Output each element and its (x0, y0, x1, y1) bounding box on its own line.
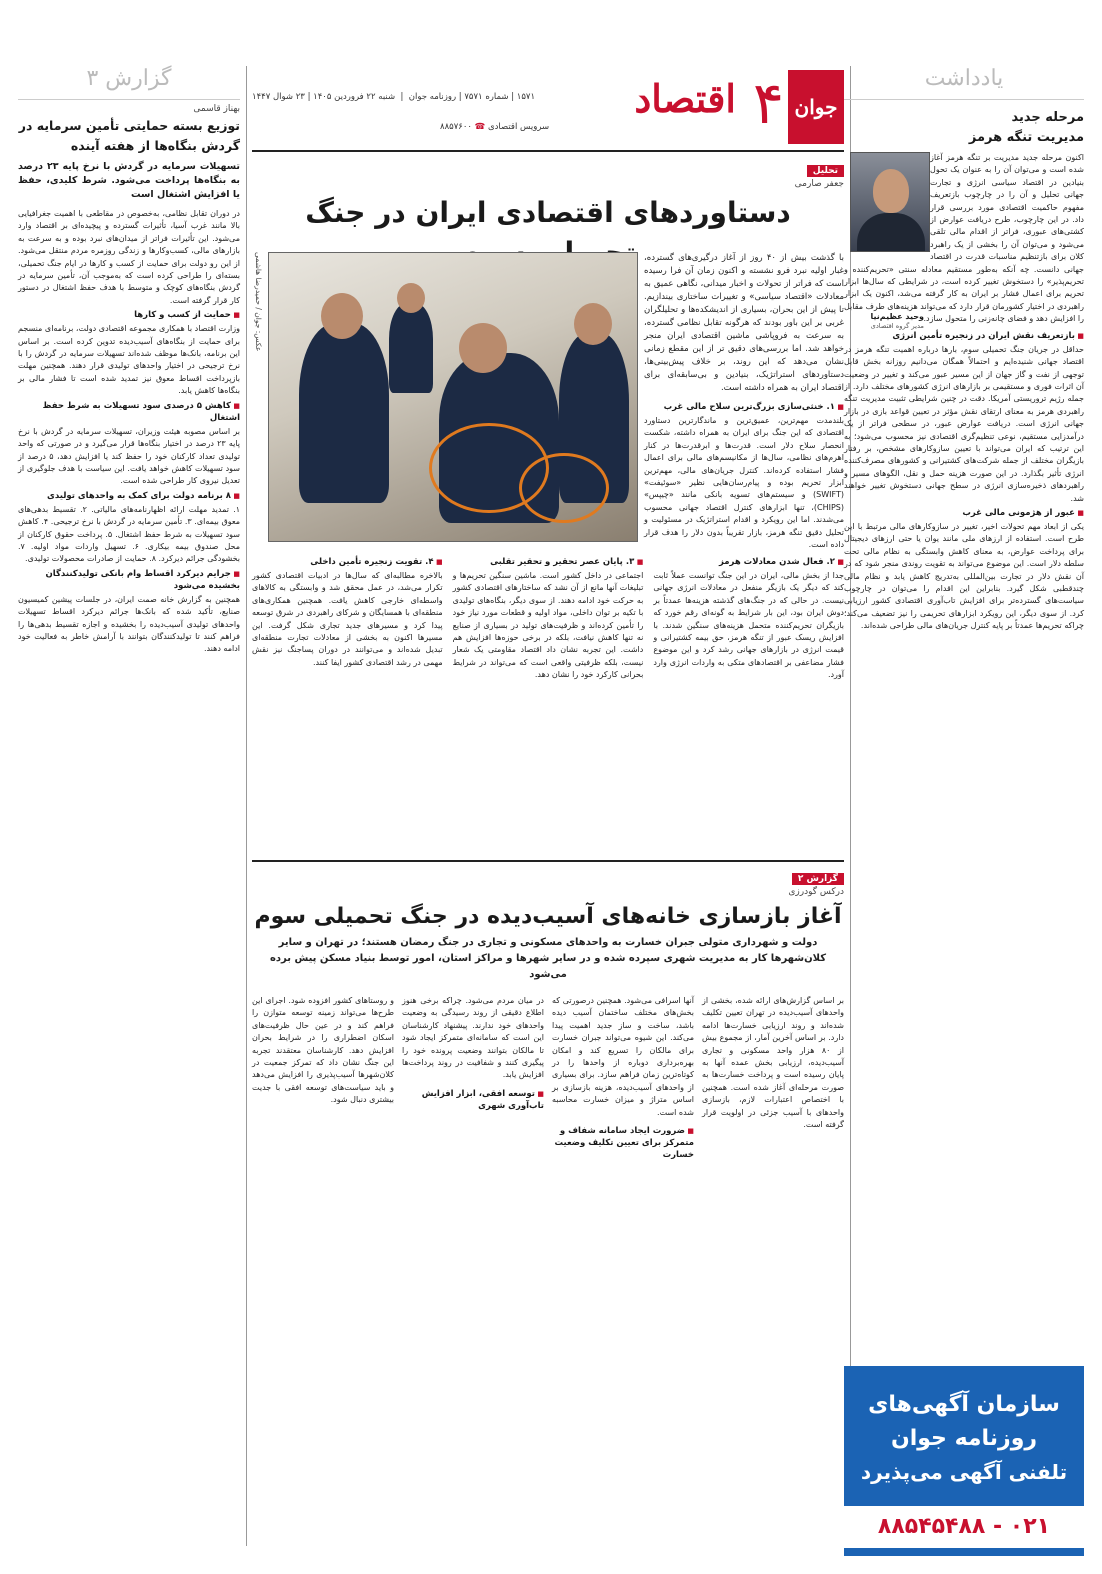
editorial-title-line1: مرحله جدید (1011, 110, 1084, 125)
service-label: سرویس اقتصادی (487, 122, 550, 132)
service-phone: ۸۸۵۷۶۰۰ (440, 122, 472, 132)
service-info (440, 122, 549, 132)
report-body-3: بر اساس مصوبه هیئت وزیران، تسهیلات سرمایه در گردش با نرخ پایه ۲۳ درصد در اختیار بنگاه‌ها قرار می‌گیرد و در صورتی که واحد تولیدی تعداد کارکنان خود را حفظ کند یا افزایش دهد، ۵ درصد از سود تسهیلات کاهش خواهد یافت. این سیاست با هدف جلوگیری از تعدیل نیروی کار طراحی شده است. (18, 426, 240, 486)
masthead (252, 66, 844, 152)
editorial-body-1: اکنون مرحله جدید مدیریت بر تنگه هرمز آغاز شده است و می‌توان آن را به عنوان یک تحول بنیادین در اقتصاد سیاسی انرژی و تجارت جهانی تحلیل و آن را در چارچوب بازتعریف مفهوم حاکمیت اقتصادی مورد بررسی قرار داد. در این چارچوب، طرح دریافت عوارض از کشتی‌های عبوری، فراتر از اقدام مالی تلقی می‌شود و می‌توان آن را بخشی از یک راهبرد کلان برای بازتنظیم مناسبات قدرت در اقتصاد جهانی دانست. چه آنکه به‌طور مستقیم معادله سنتی «تحریم‌کننده و تحریم‌پذیر» را دستخوش تغییر کرده است، در شرایطی که سال‌ها ابزار تحریم برای اعمال فشار بر ایران به کار گرفته می‌شد، اکنون یک ابزار راهبردی در اختیار کشورمان قرار دارد که می‌تواند هزینه‌های طرف مقابل را افزایش دهد و فضای چانه‌زنی را متحول سازد. (844, 153, 1084, 324)
column-divider (246, 66, 247, 1546)
report-tag: گزارش ۲ (792, 873, 844, 885)
phone-icon: ☎ (474, 122, 486, 132)
main-intro-text: با گذشت بیش از ۴۰ روز از آغاز درگیری‌های گسترده، غبار اولیه نبرد فرو نشسته و اکنون زمان آن فرا رسیده است که فراتر از تحولات و اخبار میدانی، نگاهی عمیق به معادلات «اقتصاد سیاسی» و تغییرات ساختاری بیندازیم. تا پیش از این بحران، بسیاری از اندیشکده‌ها و تحلیلگران غربی بر این باور بودند که هرگونه تقابل نظامی گسترده، به سرعت به فروپاشی ماشین اقتصادی ایران منجر خواهد شد. اما بررسی‌های دقیق تر از این مقطع زمانی نشان می‌دهد که این روند، بر خلاف پیش‌بینی‌ها، دستاوردهای استراتژیک، بنیادین و بی‌سابقه‌ای برای اقتصاد ایران به همراه داشته است. (644, 253, 844, 393)
ad-line-2: روزنامه جوان (890, 1426, 1038, 1451)
editorial-subhead-2: ■ عبور از هژمونی مالی غرب (844, 507, 1084, 519)
second-subhead-2: ■ توسعه افقی، ابزار افزایش تاب‌آوری شهری (402, 1088, 544, 1112)
page-number: ۴ (752, 69, 784, 137)
report-title: توزیع بسته حمایتی تأمین سرمایه در گردش بنگاه‌ها از هفته آینده (18, 118, 240, 153)
ad-phone[interactable]: ۰۲۱ - ۸۸۵۴۵۴۸۸ (844, 1506, 1084, 1548)
report-subhead-4: ■ جرایم دیرکرد اقساط وام بانکی تولیدکنندگان بخشیده می‌شود (18, 568, 240, 592)
report-body-1: در دوران تقابل نظامی، به‌خصوص در مقاطعی با اهمیت جغرافیایی بالا مانند غرب آسیا، تأثیرات گسترده و پیچیده‌ای بر اقتصاد وارد می‌شود. این تأثیرات فراتر از میدان‌های نبرد بوده و به سرعت به بازارهای مالی، کسب‌وکارها و زندگی روزمره مردم منتقل می‌شود. از این رو دولت برای حمایت از کسب و کارها در ایام جنگ تحمیلی، بسته‌ای را طراحی کرده است که به‌موجب آن، تأمین سرمایه در گردش بنگاه‌های کوچک و متوسط با هدف حفظ اشتغال در دستور کار قرار گرفته است. (18, 209, 240, 305)
main-subhead-1: ■ ۱. خنثی‌سازی بزرگ‌ترین سلاح مالی غرب (644, 401, 844, 413)
main-column (252, 66, 844, 1556)
second-col-2: آنها اسرافی می‌شود. همچنین درصورتی که بخش‌های مختلف ساختمان آسیب دیده باشد، ساخت و ساز جدید اهمیت پیدا می‌کند. این شیوه می‌تواند جبران خسارت برای مالکان را تسریع کند و امکان بهره‌برداری دوباره از واحدها را در کوتاه‌ترین زمان فراهم سازد. برای بسیاری از واحدهای آسیب‌دیده، هزینه بازسازی بر اساس متراژ و میزان خسارت محاسبه شده است. (552, 996, 694, 1117)
main-subhead-2: ■ ۲. فعال شدن معادلات هرمز (653, 556, 844, 568)
report-body-5: همچنین به گزارش خانه صمت ایران، در جلسات پیشین کمیسیون صنایع، تأکید شده که بانک‌ها جرائم دیرکرد اقساط تسهیلات واحدهای تولیدی آسیب‌دیده را بخشیده و اجازه تقسیط بدهی‌ها را فراهم کنند تا تولیدکنندگان بتوانند با آرامش خاطر به فعالیت خود ادامه دهند. (18, 594, 240, 654)
editorial-column (844, 66, 1084, 1556)
main-intro (644, 252, 844, 551)
report-body-4: ۱. تمدید مهلت ارائه اظهارنامه‌های مالیاتی. ۲. تقسیط بدهی‌های معوق بیمه‌ای. ۳. تأمین سرمایه در گردش با نرخ ترجیحی. ۴. کاهش سود تسهیلات به شرط حفظ اشتغال. ۵. پرداخت حقوق کارکنان از محل صندوق بیمه بیکاری. ۶. تسهیل واردات مواد اولیه. ۷. بخشودگی جرائم دیرکرد. ۸. حمایت از صادرات محصولات تولیدی. (18, 504, 241, 564)
second-col-3: در میان مردم می‌شود. چراکه برخی هنوز اطلاع دقیقی از روند رسیدگی به وضعیت واحدهای خود ندارند. پیشنهاد کارشناسان این است که سامانه‌ای متمرکز ایجاد شود تا مالکان بتوانند وضعیت پرونده خود را پیگیری کنند و شفافیت در روند پرداخت‌ها افزایش یابد. (402, 996, 544, 1080)
second-col-1: بر اساس گزارش‌های ارائه شده، بخشی از واحدهای آسیب‌دیده در تهران تعیین تکلیف شده‌اند و روند ارزیابی خسارت‌ها ادامه دارد. بر اساس آخرین آمار، از مجموع بیش از ۸۰ هزار واحد مسکونی و تجاری آسیب‌دیده، ارزیابی بخش عمده آنها به پایان رسیده است و پرداخت خسارت‌ها به صورت مرحله‌ای آغاز شده است. همچنین با اختصاص اعتبارات لازم، بازسازی واحدهای با آسیب جزئی در اولویت قرار گرفته است. (702, 996, 844, 1130)
second-subhead-1: ■ ضرورت ایجاد سامانه شفاف و متمرکز برای تعیین تکلیف وضعیت خسارت (552, 1125, 694, 1161)
author-photo (850, 152, 930, 252)
second-deck: دولت و شهرداری متولی جبران خسارت به واحدهای مسکونی و تجاری در جنگ رمضان هستند؛ در تهران و سایر کلان‌شهرها کار به مدیریت شهری سپرده شده و در سایر شهرها و مراکز استان، امور توسط بنیاد مسکن پیش برده می‌شود (269, 937, 827, 980)
main-photo (268, 252, 638, 542)
second-story (252, 860, 844, 1163)
main-col-3: اجتماعی در داخل کشور است. ماشین سنگین تحریم‌ها و تبلیغات آنها مانع از آن نشد که ساختارهای اقتصادی کشور به حرکت خود ادامه دهند. از سوی دیگر، بنگاه‌های تولیدی با تکیه بر توان داخلی، مواد اولیه و قطعات مورد نیاز خود را تأمین کرده‌اند و ظرفیت‌های تولید در بسیاری از صنایع نه تنها کاهش نیافت، بلکه در برخی حوزه‌ها افزایش هم داشت. این تجربه نشان داد اقتصاد مقاومتی یک شعار نیست، بلکه ظرفیتی واقعی است که می‌تواند در شرایط بحرانی کارکرد خود را نشان دهد. (452, 571, 644, 680)
main-subhead-4: ■ ۴. تقویت زنجیره تأمین داخلی (252, 556, 443, 568)
ad-box[interactable] (844, 1366, 1084, 1556)
main-col-1: بلندمدت مهم‌ترین، عمیق‌ترین و ماندگارترین دستاورد اقتصادی که این جنگ برای ایران به همراه داشته، شکست انحصار سلاح دلار است. قدرت‌ها و ابرقدرت‌ها در کنار اهرم‌های نظامی، سال‌ها از مکانیسم‌های مالی برای اعمال فشار استفاده کرده‌اند. کنترل جریان‌های مالی، مهم‌ترین ابزار تحریم بوده و پیام‌رسان‌هایی نظیر «سوئیفت» (SWIFT) و سیستم‌های تسویه بانکی مانند «چیپس» (CHIPS)، تنها ابزارهای کنترل اقتصاد جهانی محسوب می‌شدند. اما این رویکرد و اقدام استراتژیک در مسئولیت و تحلیل دقیق تنگه هرمز، بازار تقریباً بدون دلار را هدف قرار داده است. (644, 416, 844, 550)
second-col-4: و روستاهای کشور افزوده شود. اجرای این طرح‌ها می‌تواند زمینه توسعه متوازن را فراهم کند و در عین حال ظرفیت‌های اسکان اضطراری را در شرایط بحران افزایش دهد. کارشناسان معتقدند تجربه این جنگ نشان داد که تمرکز جمعیت در کلان‌شهرها آسیب‌پذیری را افزایش می‌دهد و باید سیاست‌های توسعه افقی با جدیت بیشتری دنبال شود. (252, 996, 394, 1105)
main-text-columns (252, 554, 844, 682)
report-author: بهناز قاسمی (193, 104, 240, 114)
report-subhead-1: ■ حمایت از کسب و کارها (18, 309, 240, 321)
photo-credit: عکس: جوان / حمیدرضا هاشمی (254, 252, 263, 352)
main-subhead-3: ■ ۳. پایان عصر تحقیر و تحقیر تقلبی (453, 556, 644, 568)
editorial-title-line2: مدیریت تنگه هرمز (968, 130, 1084, 145)
editorial-body-2: حداقل در جریان جنگ تحمیلی سوم، بارها درباره اهمیت تنگه هرمز در اقتصاد جهانی شنیده‌ایم و احتمالاً همگان می‌دانیم روزانه بخش قابل توجهی از نفت و گاز جهان از این مسیر عبور می‌کند و تغییر در وضعیت آن اثرات فوری و مستقیمی بر بازارهای انرژی کشورهای مختلف دارد. از جمله رژیم تروریستی آمریکا. دقت در چنین شرایطی تثبیت مدیریت تنگه راهبردی هرمز به معنای ارتقای نقش مؤثر در تعیین قواعد بازی در بازار جهانی انرژی است. دریافت عوارض عبور، در سطحی فراتر از یک درآمدزایی مستقیم، نوعی تنظیم‌گری اقتصادی نیز محسوب می‌شود؛ به این ترتیب که ایران می‌تواند با تعیین سازوکارهای مشخص، بر رفتار بازیگران مختلف از جمله شرکت‌های کشتیرانی و کشورهای مصرف‌کننده انرژی تأثیر بگذارد. در این صورت هزینه حمل و نقل، الگوهای مسیر و راهبردهای ذخیره‌سازی انرژی در سطح جهانی دستخوش تغییر خواهند شد. (844, 344, 1084, 503)
issue-info: ۱۵۷۱ | شماره ۷۵۷۱ | روزنامه جوان | شنبه ۲۲ فروردین ۱۴۰۵ | ۲۳ شوال ۱۴۴۷ (252, 92, 536, 102)
report-subhead-3: ■ ۸ برنامه دولت برای کمک به واحدهای تولیدی (18, 490, 240, 502)
editorial-section-title: یادداشت (844, 66, 1084, 100)
analysis-tag: تحلیل (807, 165, 844, 177)
author-name: وحید عظیم‌نیا (870, 311, 924, 321)
main-story-author: جعفر صارمی (794, 179, 844, 189)
ad-line-3: تلفنی آگهی می‌پذیرد (860, 1460, 1068, 1484)
main-col-2: جدا از بخش مالی، ایران در این جنگ توانست عملاً ثابت کند که دیگر یک بازیگر منفعل در معادلات انرژی جهانی نیست. در حالی که در جنگ‌های گذشته هزینه‌ها عمدتاً بر دوش ایران بود، این بار شرایط به گونه‌ای رقم خورد که بازیگران تحریم‌کننده متحمل هزینه‌های سنگین شدند. با افزایش ریسک عبور از تنگه هرمز، حق بیمه کشتیرانی و قیمت انرژی در بازارهای جهانی رشد کرد و این موضوع فشار مضاعفی بر اقتصادهای متکی به واردات انرژی وارد آورد. (653, 571, 844, 680)
report-subhead-2: ■ کاهش ۵ درصدی سود تسهیلات به شرط حفظ اشتغال (18, 400, 240, 424)
issue-number: ۱۵۷۱ | شماره ۷۵۷۱ | روزنامه جوان (408, 92, 536, 102)
second-story-author: درکس گودرزی (788, 887, 844, 897)
report-lead: تسهیلات سرمایه در گردش با نرخ پایه ۲۳ درصد به بنگاه‌ها پرداخت می‌شود. شرط کلیدی، حفظ یا افزایش اشتغال است (18, 161, 240, 200)
report-section-title: گزارش ۳ (18, 66, 240, 100)
jawan-logo: جوان (788, 70, 844, 144)
ad-line-1: سازمان آگهی‌های (868, 1392, 1060, 1417)
editorial-body-3: یکی از ابعاد مهم تحولات اخیر، تغییر در سازوکارهای مالی مرتبط با این طرح است. استفاده از ارزهای ملی مانند یوان یا حتی ارزهای دیجیتال برای پرداخت عوارض، به معنای کاهش وابستگی به نظام مالی تحت سلطه دلار است. این موضوع می‌تواند به تقویت روندی منجر شود که در آن نقش دلار در تجارت بین‌المللی به‌تدریج کاهش یابد و نظام مالی چندقطبی شکل گیرد. بنابراین این اقدام را می‌توان در چارچوب سیاست‌های گسترده‌تر برای افزایش تاب‌آوری اقتصادی کشور ارزیابی کرد. از سوی دیگر، این رویکرد ابزارهای تحریمی را نیز تضعیف می‌کند؛ چراکه تحریم‌ها عمدتاً بر پایه کنترل جریان‌های مالی طراحی شده‌اند. (844, 521, 1084, 631)
second-story-columns (252, 995, 844, 1163)
issue-date: شنبه ۲۲ فروردین ۱۴۰۵ | ۲۳ شوال ۱۴۴۷ (252, 92, 396, 102)
main-headline: دستاوردهای اقتصادی ایران در جنگ (305, 196, 791, 229)
main-col-4: بالاخره مطالبه‌ای که سال‌ها در ادبیات اقتصادی کشور تکرار می‌شد، در عمل محقق شد و وابستگی به کالاهای واسطه‌ای خارجی کاهش یافت. همچنین همکاری‌های منطقه‌ای با همسایگان و شرکای راهبردی در شرق توسعه پیدا کرد و مسیرهای جدید تجاری شکل گرفت. این مسیرها اکنون به بخشی از معادلات تجارت منطقه‌ای تبدیل شده‌اند و می‌توانند در دوران پساجنگ نیز نقش مهمی در رشد اقتصادی کشور ایفا کنند. (251, 571, 443, 667)
section-name: اقتصاد (634, 76, 736, 121)
editorial-subhead-1: ■ بازتعریف نقش ایران در زنجیره تأمین انرژی (844, 330, 1084, 342)
report-body-2: وزارت اقتصاد با همکاری مجموعه اقتصادی دولت، برنامه‌ای منسجم برای حمایت از بنگاه‌های آسیب‌دیده تدوین کرده است. بر اساس این برنامه، بانک‌ها موظف شده‌اند تسهیلات سرمایه در گردش را با نرخ ترجیحی در اختیار واحدهای تولیدی قرار دهند. همچنین مهلت بازپرداخت اقساط معوق نیز تمدید شده است تا فشار مالی بر بنگاه‌ها کاهش یابد. (18, 324, 240, 396)
report-column (18, 66, 240, 1556)
second-headline: آغاز بازسازی خانه‌های آسیب‌دیده در جنگ تحمیلی سوم (254, 904, 842, 929)
author-role: مدیر گروه اقتصادی (870, 321, 924, 330)
